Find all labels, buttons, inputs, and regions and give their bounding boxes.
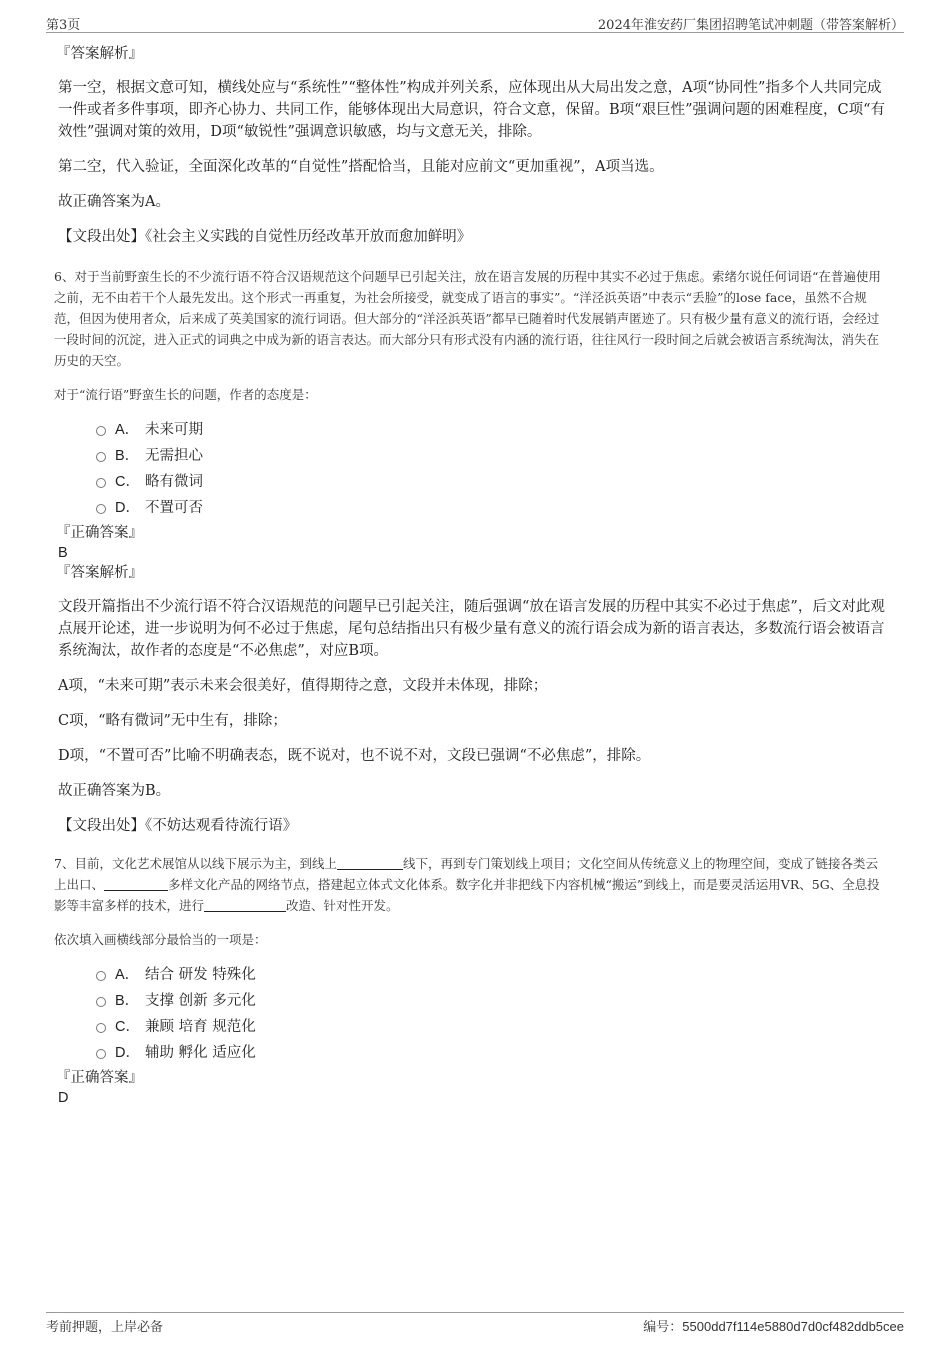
option-list [96, 960, 888, 1064]
radio-icon[interactable] [96, 997, 106, 1007]
question-prompt: 对于“流行语”野蛮生长的问题，作者的态度是： [54, 387, 317, 402]
document-title: 2024年淮安药厂集团招聘笔试冲刺题（带答案解析） [597, 18, 904, 33]
option-d[interactable]: D． 不置可否 [96, 493, 888, 519]
source-citation: 【文段出处】《社会主义实践的自觉性历经改革开放而愈加鲜明》 [58, 229, 472, 245]
option-note: A项，“未来可期”表示未来会很美好，值得期待之意，文段并未体现，排除； [58, 678, 548, 694]
answer-label: 『正确答案』 [56, 525, 143, 541]
fill-blank [104, 876, 168, 891]
question-stem: 6、对于当前野蛮生长的不少流行语不符合汉语规范这个问题早已引起关注，放在语言发展的历程中其实不必过于焦虑。索绪尔说任何词语“在普遍使用之前，无不由若干个人最先发出。这个形式一再重复，为社会所接受，就变成了语言的事实”。“洋泾浜英语”中表示“丢脸”的lose face，虽然不合规范，但因为使用者众，后来成了英美国家的流行词语。但大部分的“洋泾浜英语”都早已随着时代发展销声匿迹了。只有极少量有意义的流行语，会经过一段时间的沉淀，进入正式的词典之中成为新的语言表达。而大部分只有形式没有内涵的流行语，往往风行一段时间之后就会被语言系统淘汰，消失在历史的天空。 [54, 269, 881, 368]
page-footer [46, 1312, 904, 1335]
question-stem: 7、目前，文化艺术展馆从以线下展示为主，到线上 线下，再到专门策划线上项目；文化空间从传统意义上的物理空间，变成了链接各类云上出口、 多样文化产品的网络节点，搭建起立体式文化体系。数字化并非把线下内容机械“搬运”到线上，而是要灵活运用VR、5G、全息投影等丰富多样的技术，进行 改造、针对性开发。 [54, 856, 880, 913]
conclusion: 故正确答案为B。 [58, 783, 171, 799]
analysis-label: 『答案解析』 [56, 46, 143, 62]
correct-answer: B [58, 545, 68, 561]
option-list [96, 415, 888, 519]
radio-icon[interactable] [96, 426, 106, 436]
option-c[interactable]: C． 略有微词 [96, 467, 888, 493]
radio-icon[interactable] [96, 478, 106, 488]
fill-blank [337, 855, 403, 870]
document-code: 编号：5500dd7f114e5880d7d0cf482ddb5cee [643, 1319, 904, 1334]
page-content [54, 44, 888, 1108]
radio-icon[interactable] [96, 504, 106, 514]
radio-icon[interactable] [96, 452, 106, 462]
analysis-paragraph: 第二空，代入验证，全面深化改革的“自觉性”搭配恰当，且能对应前文“更加重视”，A项当选。 [58, 159, 664, 175]
page-number: 第3页 [46, 18, 81, 33]
option-b[interactable]: B． 无需担心 [96, 441, 888, 467]
option-note: C项，“略有微词”无中生有，排除； [58, 713, 287, 729]
footer-slogan: 考前押题，上岸必备 [46, 1320, 164, 1335]
answer-label: 『正确答案』 [56, 1070, 143, 1086]
question-prompt: 依次填入画横线部分最恰当的一项是： [54, 932, 267, 947]
page-header [46, 12, 904, 33]
option-a[interactable]: A． 结合 研发 特殊化 [96, 960, 888, 986]
analysis-label: 『答案解析』 [56, 565, 143, 581]
option-a[interactable]: A． 未来可期 [96, 415, 888, 441]
source-citation: 【文段出处】《不妨达观看待流行语》 [58, 818, 298, 834]
option-b[interactable]: B． 支撑 创新 多元化 [96, 986, 888, 1012]
analysis-paragraph: 文段开篇指出不少流行语不符合汉语规范的问题早已引起关注，随后强调“放在语言发展的历程中其实不必过于焦虑”，后文对此观点展开论述，进一步说明为何不必过于焦虑，尾句总结指出只有极少量有意义的流行语会成为新的语言表达，多数流行语会被语言系统淘汰，故作者的态度是“不必焦虑”，对应B项。 [58, 599, 885, 659]
conclusion: 故正确答案为A。 [58, 194, 170, 210]
correct-answer: D [58, 1090, 69, 1106]
fill-blank [204, 897, 286, 912]
radio-icon[interactable] [96, 1049, 106, 1059]
analysis-paragraph: 第一空，根据文意可知，横线处应与“系统性”“整体性”构成并列关系，应体现出从大局出发之意，A项“协同性”指多个人共同完成一件或者多件事项，即齐心协力、共同工作，能够体现出大局意识，符合文意，保留。B项“艰巨性”强调问题的困难程度，C项“有效性”强调对策的效用，D项“敏锐性”强调意识敏感，均与文意无关，排除。 [58, 80, 885, 140]
option-d[interactable]: D． 辅助 孵化 适应化 [96, 1038, 888, 1064]
option-note: D项，“不置可否”比喻不明确表态，既不说对，也不说不对，文段已强调“不必焦虑”，排除。 [58, 748, 651, 764]
option-c[interactable]: C． 兼顾 培育 规范化 [96, 1012, 888, 1038]
radio-icon[interactable] [96, 1023, 106, 1033]
radio-icon[interactable] [96, 971, 106, 981]
